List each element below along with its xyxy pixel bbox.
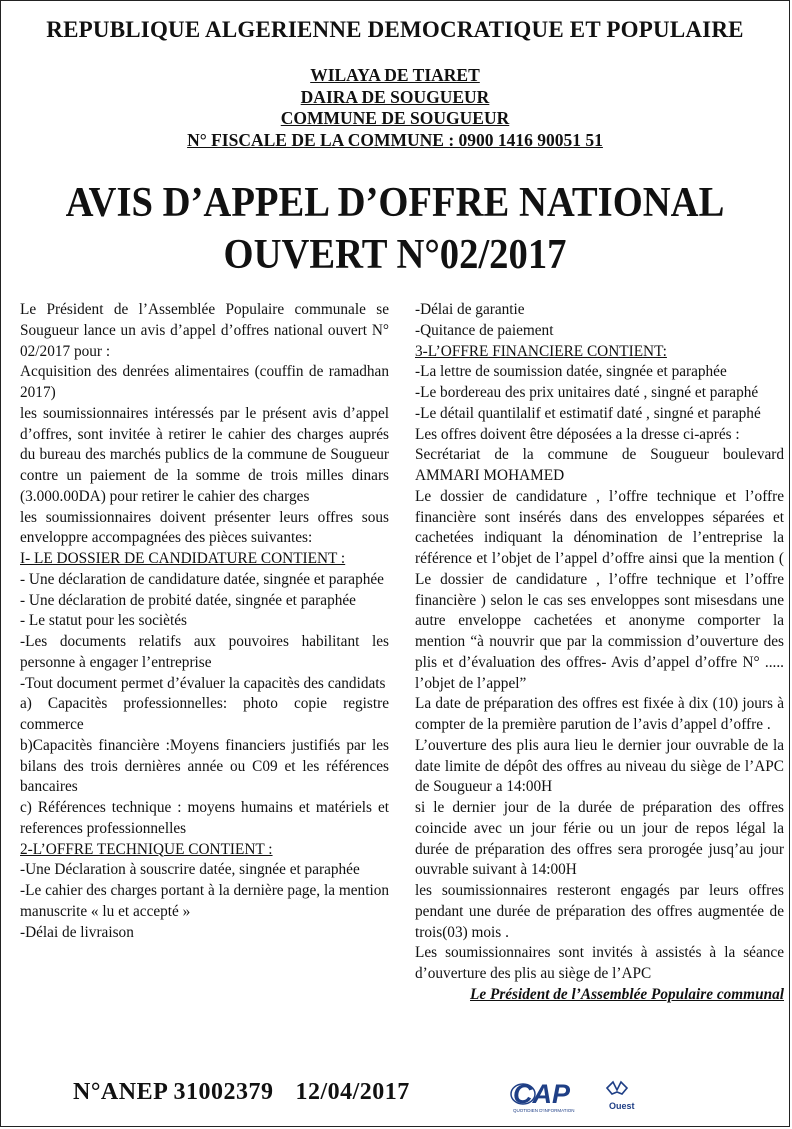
paragraph: Les offres doivent être déposées a la dresse ci-aprés : xyxy=(415,425,740,443)
paragraph: -La lettre de soumission datée, singnée et paraphée xyxy=(415,363,727,381)
section-heading-offre-technique: 2-L’OFFRE TECHNIQUE CONTIENT : xyxy=(20,840,273,858)
paragraph: les soumissionnaires resteront engagés par leurs offres pendant une durée de préparation des offres augmentée de trois(03) mois . xyxy=(415,882,784,941)
paragraph: Secrétariat de la commune de Sougueur boulevard AMMARI MOHAMED xyxy=(415,446,784,484)
cap-ouest-logo xyxy=(509,1078,649,1114)
bird-icon xyxy=(607,1082,627,1094)
wilaya-line: WILAYA DE TIARET xyxy=(310,65,480,85)
paragraph: Acquisition des denrées alimentaires (couffin de ramadhan 2017) xyxy=(20,363,389,401)
anep-number: N°ANEP 31002379 xyxy=(73,1079,274,1105)
paragraph: L’ouverture des plis aura lieu le dernier jour ouvrable de la date limite de dépôt des offres au niveau du siège de l’APC de Sougueur a 14:00H xyxy=(415,736,784,796)
logo-tagline: QUOTIDIEN D'INFORMATION xyxy=(513,1108,575,1113)
paragraph: -Le bordereau des prix unitaires daté , singné et paraphé xyxy=(415,384,759,401)
paragraph: les soumissionnaires intéressés par le présent avis d’appel d’offres, sont invitée à retirer le cahier des charges auprés du bureau des marchés publics de la commune de Sougueur contre un paiement de la somme de trois milles dinars (3.000.00DA) pour retirer le cahier des charges xyxy=(20,404,389,505)
republic-heading: REPUBLIQUE ALGERIENNE DEMOCRATIQUE ET POPULAIRE xyxy=(46,17,744,42)
paragraph: Le Président de l’Assemblée Populaire communale se Sougueur lance un avis d’appel d’offres national ouvert N° 02/2017 pour : xyxy=(20,301,389,360)
footer-reference xyxy=(73,1079,410,1106)
title-line-2: OUVERT N°02/2017 xyxy=(223,232,567,278)
paragraph: -Délai de livraison xyxy=(20,923,134,941)
paragraph: -Le cahier des charges portant à la dernière page, la mention manuscrite « lu et accepté » xyxy=(20,882,389,920)
paragraph: b)Capacitès financière :Moyens financiers justifiés par les bilans des trois dernières année ou C09 et les références bancaires xyxy=(20,736,389,796)
paragraph: c) Références technique : moyens humains et matériels et references professionnelles xyxy=(20,799,389,837)
fiscal-number-line: N° FISCALE DE LA COMMUNE : 0900 1416 90051 51 xyxy=(187,129,603,150)
title-line-1: AVIS D’APPEL D’OFFRE NATIONAL xyxy=(65,180,725,226)
logo-subtitle: Ouest xyxy=(609,1101,635,1111)
paragraph: les soumissionnaires doivent présenter leurs offres sous enveloppre accompagnées des pièces suivantes: xyxy=(20,508,389,547)
paragraph: -Une Déclaration à souscrire datée, singnée et paraphée xyxy=(20,861,360,879)
paragraph: a) Capacitès professionnelles: photo copie registre commerce xyxy=(20,695,389,733)
left-column xyxy=(20,300,389,943)
publication-date: 12/04/2017 xyxy=(295,1079,410,1105)
section-heading-dossier: I- LE DOSSIER DE CANDIDATURE CONTIENT : xyxy=(20,550,346,567)
signature-line: Le Président de l’Assemblée Populaire communal xyxy=(470,985,784,1003)
paragraph: si le dernier jour de la durée de préparation des offres coincide avec un jour férie ou un jour de repos légal la durée de préparation des offres sera prorogée jusq’au jour ouvrable suivant à 14:00H xyxy=(415,799,784,879)
daira-line: DAIRA DE SOUGUEUR xyxy=(300,86,490,107)
notice-title xyxy=(33,177,758,281)
paragraph: -Délai de garantie xyxy=(415,301,525,318)
commune-line: COMMUNE DE SOUGUEUR xyxy=(280,108,510,128)
paragraph: -Tout document permet d’évaluer la capacitès des candidats xyxy=(20,674,386,692)
administration-block xyxy=(1,65,789,151)
paragraph: -Les documents relatifs aux pouvoires habilitant les personne à engager l’entreprise xyxy=(20,633,389,671)
paragraph: -Le détail quantilalif et estimatif daté , singné et paraphé xyxy=(415,404,761,422)
paragraph: -Quitance de paiement xyxy=(415,321,554,339)
paragraph: - Une déclaration de candidature datée, singnée et paraphée xyxy=(20,570,384,588)
section-heading-offre-financiere: 3-L’OFFRE FINANCIERE CONTIENT: xyxy=(415,342,667,360)
paragraph: - Une déclaration de probité datée, singnée et paraphée xyxy=(20,591,356,609)
paragraph: - Le statut pour les sociètés xyxy=(20,612,187,630)
paragraph: Les soumissionnaires sont invités à assistés à la séance d’ouverture des plis au siège de l’APC xyxy=(415,944,784,982)
logo-wordmark: CAP xyxy=(513,1079,571,1109)
right-column xyxy=(415,300,784,1006)
paragraph: La date de préparation des offres est fixée à dix (10) jours à compter de la première parution de l’avis d’appel d’offre . xyxy=(415,695,784,733)
paragraph: Le dossier de candidature , l’offre technique et l’offre financière sont insérés dans des enveloppes séparées et cachetées indiquant la dénomination de l’entreprise la référence et l’objet de l’appel d’offre ainsi que la mention ( Le dossier de candidature , l’offre technique et l’offre financière ) selon le cas ses enveloppes sont misesdans une autre enveloppe cachetées et anonyme comporter la mention “à nouvrir que par la commission d’ouverture des plis et d’évaluation des offres- Avis d’appel d’offre N° ..... l’objet de l’appel” xyxy=(415,487,784,692)
